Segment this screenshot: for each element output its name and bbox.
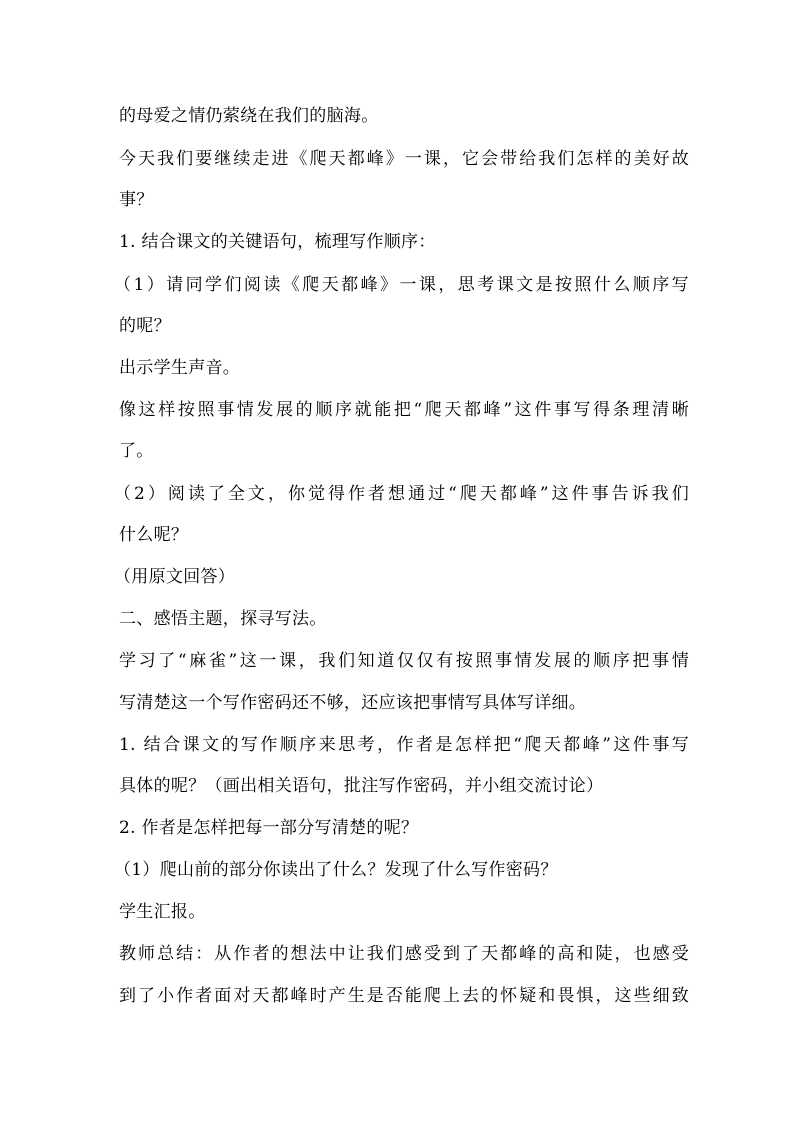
text-line-14: 学习了“麻雀”这一课，我们知道仅仅有按照事情发展的顺序把事情 <box>119 651 689 671</box>
text-line-18: 2. 作者是怎样把每一部分写清楚的呢？ <box>119 818 419 838</box>
text-line-11: 什么呢？ <box>119 525 189 545</box>
text-line-4: 1. 结合课文的关键语句，梳理写作顺序： <box>119 232 436 252</box>
text-line-2: 今天我们要继续走进《爬天都峰》一课，它会带给我们怎样的美好故 <box>119 149 689 169</box>
text-line-22: 到了小作者面对天都峰时产生是否能爬上去的怀疑和畏惧，这些细致 <box>119 986 689 1006</box>
text-line-6: 的呢？ <box>119 316 171 336</box>
text-line-21: 教师总结：从作者的想法中让我们感受到了天都峰的高和陡，也感受 <box>119 944 689 964</box>
text-line-13: 二、感悟主题，探寻写法。 <box>119 609 327 629</box>
text-line-9: 了。 <box>119 441 154 461</box>
text-line-5: （1）请同学们阅读《爬天都峰》一课，思考课文是按照什么顺序写 <box>114 275 689 295</box>
text-line-19: （1）爬山前的部分你读出了什么？发现了什么写作密码？ <box>114 860 558 880</box>
text-line-17: 具体的呢？（画出相关语句，批注写作密码，并小组交流讨论） <box>119 776 604 796</box>
text-line-15: 写清楚这一个写作密码还不够，还应该把事情写具体写详细。 <box>119 693 587 713</box>
text-line-8: 像这样按照事情发展的顺序就能把“爬天都峰”这件事写得条理清晰 <box>119 400 689 420</box>
text-line-10: （2）阅读了全文，你觉得作者想通过“爬天都峰”这件事告诉我们 <box>114 484 689 504</box>
text-line-20: 学生汇报。 <box>119 902 206 922</box>
text-line-1: 的母爱之情仍萦绕在我们的脑海。 <box>119 106 379 126</box>
text-line-12: （用原文回答） <box>114 567 236 587</box>
text-line-16: 1. 结合课文的写作顺序来思考，作者是怎样把“爬天都峰”这件事写 <box>119 735 689 755</box>
text-line-3: 事？ <box>119 190 154 210</box>
text-line-7: 出示学生声音。 <box>119 358 241 378</box>
